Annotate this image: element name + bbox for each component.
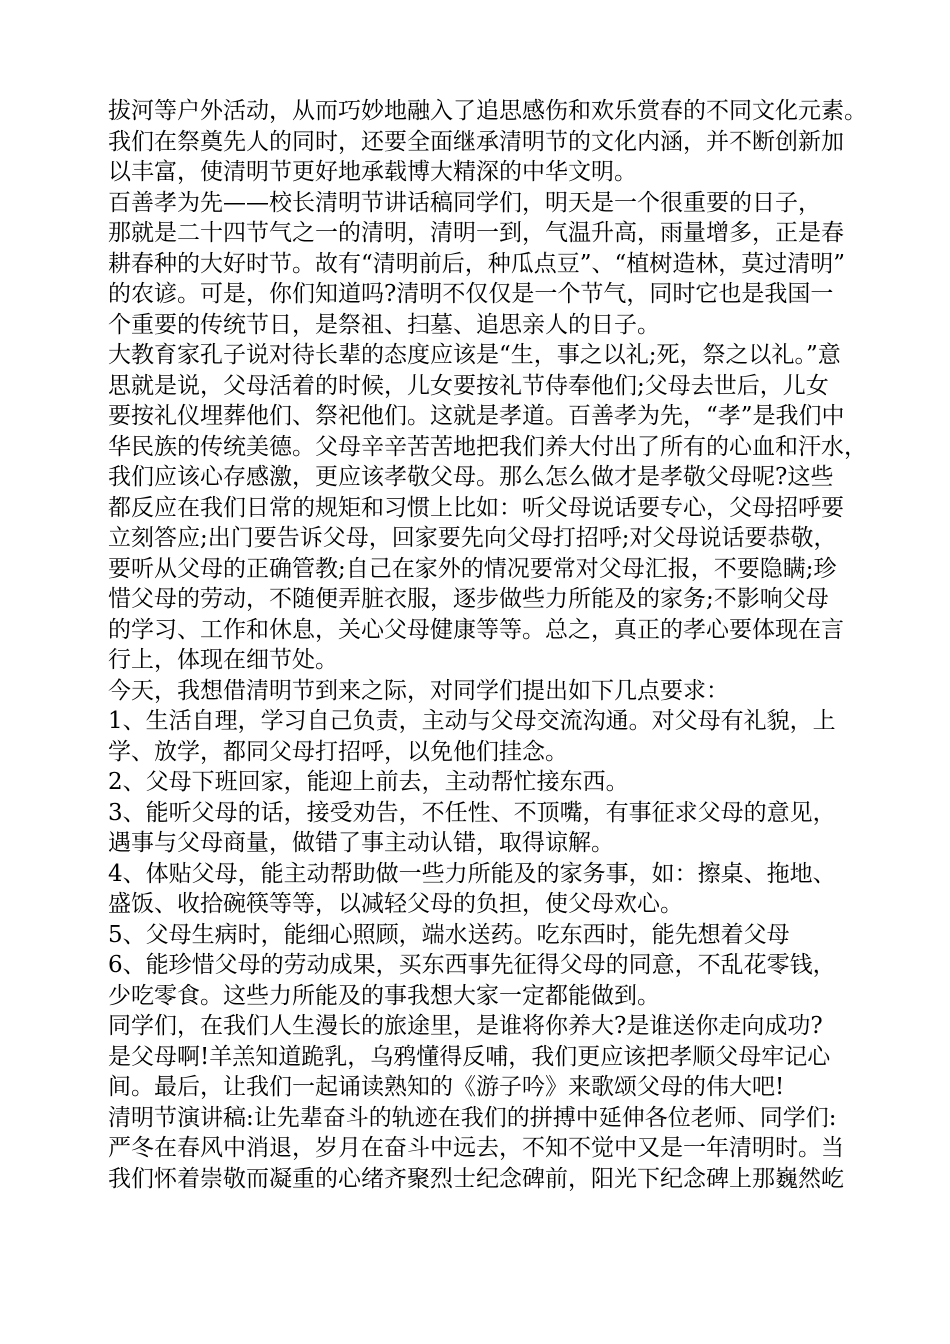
text-line: 今天，我想借清明节到来之际，对同学们提出如下几点要求： [108,677,729,704]
text-line: 个重要的传统节日，是祭祖、扫墓、追思亲人的日子。 [108,311,660,338]
text-line: 我们应该心存感激，更应该孝敬父母。那么怎么做才是孝敬父母呢?这些 [108,464,834,490]
text-line: 行上，体现在细节处。 [108,647,338,673]
text-line: 百善孝为先——校长清明节讲话稿同学们，明天是一个很重要的日子， [108,189,821,216]
text-line: 2、父母下班回家，能迎上前去，主动帮忙接东西。 [108,769,629,795]
text-line: 拔河等户外活动，从而巧妙地融入了追思感伤和欢乐赏春的不同文化元素。 [108,98,867,124]
text-line: 要按礼仪埋葬他们、祭祀他们。这就是孝道。百善孝为先，“孝”是我们中 [108,403,845,429]
text-line: 学、放学，都同父母打招呼，以免他们挂念。 [108,738,568,765]
text-line: 立刻答应;出门要告诉父母，回家要先向父母打招呼;对父母说话要恭敬， [108,525,837,551]
document-body [108,96,938,1194]
text-line: 我们怀着崇敬而凝重的心绪齐聚烈士纪念碑前，阳光下纪念碑上那巍然屹 [108,1165,844,1192]
text-line: 盛饭、收拾碗筷等等，以减轻父母的负担，使父母欢心。 [108,891,683,917]
text-line: 清明节演讲稿:让先辈奋斗的轨迹在我们的拼搏中延伸各位老师、同学们: [108,1104,837,1131]
text-line: 严冬在春风中消退，岁月在奋斗中远去，不知不觉中又是一年清明时。当 [108,1135,844,1161]
text-line: 3、能听父母的话，接受劝告，不任性、不顶嘴，有事征求父母的意见， [108,799,836,826]
text-line: 遇事与父母商量，做错了事主动认错，取得谅解。 [108,830,614,856]
text-line: 的农谚。可是，你们知道吗?清明不仅仅是一个节气，同时它也是我国一 [108,281,834,307]
text-line: 少吃零食。这些力所能及的事我想大家一定都能做到。 [108,982,660,1009]
text-line: 6、能珍惜父母的劳动成果，买东西事先征得父母的同意，不乱花零钱， [108,952,836,978]
text-line: 间。最后，让我们一起诵读熟知的《游子吟》来歌颂父母的伟大吧! [108,1074,785,1100]
text-line: 都反应在我们日常的规矩和习惯上比如：听父母说话要专心，父母招呼要 [108,494,844,521]
text-line: 4、体贴父母，能主动帮助做一些力所能及的家务事，如：擦桌、拖地、 [108,860,836,887]
text-line: 大教育家孔子说对待长辈的态度应该是“生，事之以礼;死，祭之以礼。”意 [108,342,841,368]
text-line: 同学们，在我们人生漫长的旅途里，是谁将你养大?是谁送你走向成功? [108,1013,823,1039]
text-line: 华民族的传统美德。父母辛辛苦苦地把我们养大付出了所有的心血和汗水， [108,433,867,460]
text-line: 思就是说，父母活着的时候，儿女要按礼节侍奉他们;父母去世后，儿女 [108,372,829,399]
text-line: 的学习、工作和休息，关心父母健康等等。总之，真正的孝心要体现在言 [108,616,844,643]
text-line: 我们在祭奠先人的同时，还要全面继承清明节的文化内涵，并不断创新加 [108,128,844,155]
text-line: 以丰富，使清明节更好地承载博大精深的中华文明。 [108,159,637,185]
text-line: 1、生活自理，学习自己负责，主动与父母交流沟通。对父母有礼貌，上 [108,708,836,734]
text-line: 惜父母的劳动，不随便弄脏衣服，逐步做些力所能及的家务;不影响父母 [108,586,829,612]
text-line: 是父母啊!羊羔知道跪乳，乌鸦懂得反哺，我们更应该把孝顺父母牢记心 [108,1043,831,1070]
text-line: 耕春种的大好时节。故有“清明前后，种瓜点豆”、“植树造林，莫过清明” [108,250,846,277]
text-line: 要听从父母的正确管教;自己在家外的情况要常对父母汇报，不要隐瞒;珍 [108,555,837,582]
text-line: 5、父母生病时，能细心照顾，端水送药。吃东西时，能先想着父母 [108,921,790,948]
text-line: 那就是二十四节气之一的清明，清明一到，气温升高，雨量增多，正是春 [108,220,844,246]
